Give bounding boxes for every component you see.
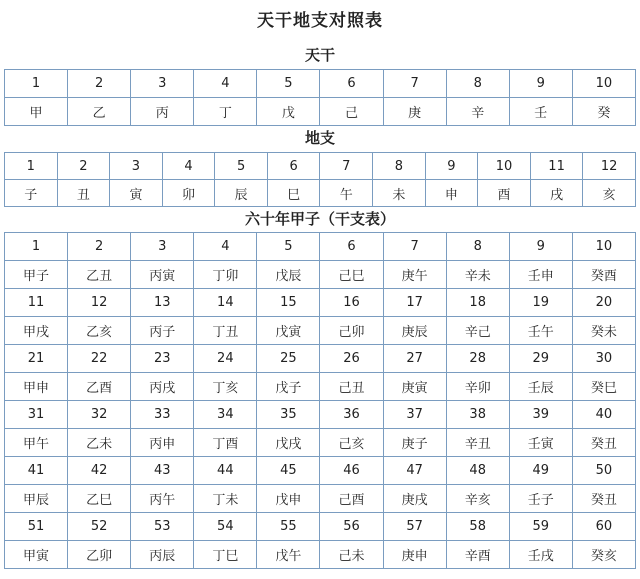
dizhi-number-row-cell: 11 (530, 153, 583, 180)
jiazi-number-row-cell: 33 (131, 401, 194, 429)
jiazi-name-row (5, 541, 636, 569)
jiazi-name-row-cell: 壬午 (509, 317, 572, 345)
dizhi-name-row-cell: 丑 (57, 180, 110, 207)
tiangan-name-row-cell: 壬 (509, 98, 572, 126)
jiazi-number-row-cell: 53 (131, 513, 194, 541)
jiazi-number-row (5, 457, 636, 485)
jiazi-number-row-cell: 15 (257, 289, 320, 317)
jiazi-name-row (5, 261, 636, 289)
jiazi-name-row-cell: 庚寅 (383, 373, 446, 401)
jiazi-name-row-cell: 壬戌 (509, 541, 572, 569)
jiazi-name-row (5, 485, 636, 513)
dizhi-heading: 地支 (304, 129, 335, 147)
dizhi-name-row-cell: 未 (373, 180, 426, 207)
dizhi-name-row-cell: 申 (425, 180, 478, 207)
jiazi-name-row-cell: 辛酉 (446, 541, 509, 569)
tiangan-name-row-cell: 辛 (446, 98, 509, 126)
jiazi-name-row-cell: 丁巳 (194, 541, 257, 569)
jiazi-number-row-cell: 43 (131, 457, 194, 485)
jiazi-name-row-cell: 辛卯 (446, 373, 509, 401)
jiazi-number-row-cell: 25 (257, 345, 320, 373)
jiazi-name-row-cell: 甲子 (5, 261, 68, 289)
tiangan-number-row-cell: 3 (131, 70, 194, 98)
tiangan-number-row-cell: 1 (5, 70, 68, 98)
jiazi-name-row-cell: 丁未 (194, 485, 257, 513)
jiazi-number-row-cell: 46 (320, 457, 383, 485)
jiazi-name-row-cell: 癸丑 (572, 429, 635, 457)
jiazi-name-row-cell: 丙辰 (131, 541, 194, 569)
jiazi-name-row-cell: 辛亥 (446, 485, 509, 513)
jiazi-number-row-cell: 31 (5, 401, 68, 429)
jiazi-name-row-cell: 戊戌 (257, 429, 320, 457)
tiangan-name-row-cell: 戊 (257, 98, 320, 126)
tiangan-number-row-cell: 4 (194, 70, 257, 98)
jiazi-number-row-cell: 3 (131, 233, 194, 261)
dizhi-name-row-cell: 酉 (478, 180, 531, 207)
jiazi-name-row-cell: 丁丑 (194, 317, 257, 345)
jiazi-name-row-cell: 癸未 (572, 317, 635, 345)
dizhi-number-row-cell: 6 (267, 153, 320, 180)
jiazi-number-row-cell: 21 (5, 345, 68, 373)
jiazi-name-row-cell: 癸丑 (572, 485, 635, 513)
jiazi-number-row-cell: 34 (194, 401, 257, 429)
jiazi-number-row-cell: 37 (383, 401, 446, 429)
jiazi-name-row-cell: 乙酉 (68, 373, 131, 401)
dizhi-name-row-cell: 午 (320, 180, 373, 207)
jiazi-name-row-cell: 丁酉 (194, 429, 257, 457)
jiazi-number-row-cell: 11 (5, 289, 68, 317)
jiazi-number-row-cell: 48 (446, 457, 509, 485)
jiazi-heading: 六十年甲子（干支表） (244, 210, 395, 228)
jiazi-number-row-cell: 55 (257, 513, 320, 541)
tiangan-heading: 天干 (304, 46, 335, 64)
jiazi-name-row-cell: 壬子 (509, 485, 572, 513)
jiazi-number-row-cell: 40 (572, 401, 635, 429)
jiazi-number-row-cell: 12 (68, 289, 131, 317)
dizhi-number-row-cell: 8 (373, 153, 426, 180)
jiazi-name-row-cell: 乙巳 (68, 485, 131, 513)
jiazi-name-row-cell: 壬申 (509, 261, 572, 289)
jiazi-name-row-cell: 己未 (320, 541, 383, 569)
jiazi-name-row-cell: 乙卯 (68, 541, 131, 569)
jiazi-number-row-cell: 30 (572, 345, 635, 373)
jiazi-number-row-cell: 24 (194, 345, 257, 373)
jiazi-number-row-cell: 16 (320, 289, 383, 317)
jiazi-number-row-cell: 50 (572, 457, 635, 485)
jiazi-number-row-cell: 58 (446, 513, 509, 541)
jiazi-number-row-cell: 28 (446, 345, 509, 373)
tiangan-number-row-cell: 2 (68, 70, 131, 98)
tiangan-number-row-cell: 8 (446, 70, 509, 98)
jiazi-number-row-cell: 59 (509, 513, 572, 541)
jiazi-name-row-cell: 癸酉 (572, 261, 635, 289)
tiangan-name-row-cell: 庚 (383, 98, 446, 126)
jiazi-number-row-cell: 56 (320, 513, 383, 541)
tiangan-number-row-cell: 9 (509, 70, 572, 98)
jiazi-number-row-cell: 6 (320, 233, 383, 261)
jiazi-number-row-cell: 52 (68, 513, 131, 541)
jiazi-name-row-cell: 庚申 (383, 541, 446, 569)
jiazi-number-row-cell: 57 (383, 513, 446, 541)
jiazi-name-row-cell: 甲午 (5, 429, 68, 457)
jiazi-number-row-cell: 41 (5, 457, 68, 485)
jiazi-number-row-cell: 47 (383, 457, 446, 485)
jiazi-number-row-cell: 38 (446, 401, 509, 429)
jiazi-number-row (5, 345, 636, 373)
jiazi-number-row (5, 401, 636, 429)
jiazi-number-row-cell: 51 (5, 513, 68, 541)
page-title: 天干地支对照表 (257, 11, 383, 31)
jiazi-name-row-cell: 壬辰 (509, 373, 572, 401)
jiazi-name-row (5, 373, 636, 401)
tiangan-number-row (5, 70, 636, 98)
jiazi-name-row-cell: 乙亥 (68, 317, 131, 345)
jiazi-number-row (5, 233, 636, 261)
tiangan-name-row-cell: 丁 (194, 98, 257, 126)
jiazi-name-row-cell: 己卯 (320, 317, 383, 345)
jiazi-name-row-cell: 丙子 (131, 317, 194, 345)
jiazi-number-row-cell: 36 (320, 401, 383, 429)
jiazi-name-row-cell: 乙未 (68, 429, 131, 457)
jiazi-number-row-cell: 44 (194, 457, 257, 485)
jiazi-name-row-cell: 壬寅 (509, 429, 572, 457)
jiazi-name-row-cell: 己丑 (320, 373, 383, 401)
tiangan-number-row-cell: 5 (257, 70, 320, 98)
jiazi-name-row-cell: 癸巳 (572, 373, 635, 401)
jiazi-name-row-cell: 甲申 (5, 373, 68, 401)
jiazi-name-row (5, 317, 636, 345)
dizhi-number-row-cell: 9 (425, 153, 478, 180)
jiazi-number-row-cell: 4 (194, 233, 257, 261)
jiazi-name-row-cell: 庚辰 (383, 317, 446, 345)
jiazi-name-row-cell: 己酉 (320, 485, 383, 513)
jiazi-number-row (5, 289, 636, 317)
jiazi-name-row-cell: 辛未 (446, 261, 509, 289)
dizhi-number-row (5, 153, 636, 180)
jiazi-number-row-cell: 1 (5, 233, 68, 261)
jiazi-name-row-cell: 辛己 (446, 317, 509, 345)
jiazi-number-row-cell: 29 (509, 345, 572, 373)
jiazi-name-row-cell: 丙戌 (131, 373, 194, 401)
jiazi-number-row-cell: 18 (446, 289, 509, 317)
jiazi-name-row-cell: 甲戌 (5, 317, 68, 345)
jiazi-name-row-cell: 丙申 (131, 429, 194, 457)
jiazi-number-row-cell: 14 (194, 289, 257, 317)
jiazi-number-row-cell: 27 (383, 345, 446, 373)
jiazi-number-row-cell: 2 (68, 233, 131, 261)
dizhi-number-row-cell: 5 (215, 153, 268, 180)
tiangan-name-row-cell: 丙 (131, 98, 194, 126)
dizhi-name-row-cell: 亥 (583, 180, 636, 207)
jiazi-number-row-cell: 20 (572, 289, 635, 317)
dizhi-name-row-cell: 子 (5, 180, 58, 207)
dizhi-table (4, 152, 636, 207)
jiazi-number-row-cell: 8 (446, 233, 509, 261)
dizhi-name-row-cell: 辰 (215, 180, 268, 207)
tiangan-name-row (5, 98, 636, 126)
jiazi-number-row-cell: 23 (131, 345, 194, 373)
jiazi-number-row-cell: 22 (68, 345, 131, 373)
jiazi-name-row-cell: 丙午 (131, 485, 194, 513)
dizhi-name-row-cell: 戌 (530, 180, 583, 207)
dizhi-number-row-cell: 10 (478, 153, 531, 180)
jiazi-name-row-cell: 丁亥 (194, 373, 257, 401)
jiazi-name-row-cell: 戊子 (257, 373, 320, 401)
jiazi-number-row-cell: 7 (383, 233, 446, 261)
jiazi-name-row-cell: 戊申 (257, 485, 320, 513)
jiazi-name-row-cell: 甲寅 (5, 541, 68, 569)
jiazi-name-row-cell: 庚子 (383, 429, 446, 457)
jiazi-number-row-cell: 13 (131, 289, 194, 317)
jiazi-table (4, 232, 636, 569)
jiazi-number-row (5, 513, 636, 541)
jiazi-name-row-cell: 己亥 (320, 429, 383, 457)
jiazi-name-row-cell: 癸亥 (572, 541, 635, 569)
jiazi-name-row-cell: 丙寅 (131, 261, 194, 289)
jiazi-number-row-cell: 10 (572, 233, 635, 261)
jiazi-number-row-cell: 49 (509, 457, 572, 485)
dizhi-name-row-cell: 寅 (110, 180, 163, 207)
jiazi-name-row-cell: 己巳 (320, 261, 383, 289)
jiazi-number-row-cell: 42 (68, 457, 131, 485)
jiazi-number-row-cell: 32 (68, 401, 131, 429)
jiazi-number-row-cell: 9 (509, 233, 572, 261)
tiangan-number-row-cell: 6 (320, 70, 383, 98)
tiangan-name-row-cell: 己 (320, 98, 383, 126)
tiangan-name-row-cell: 甲 (5, 98, 68, 126)
dizhi-number-row-cell: 12 (583, 153, 636, 180)
jiazi-name-row-cell: 戊寅 (257, 317, 320, 345)
jiazi-number-row-cell: 54 (194, 513, 257, 541)
dizhi-name-row-cell: 巳 (267, 180, 320, 207)
jiazi-number-row-cell: 5 (257, 233, 320, 261)
jiazi-number-row-cell: 17 (383, 289, 446, 317)
dizhi-name-row-cell: 卯 (162, 180, 215, 207)
tiangan-table (4, 69, 636, 126)
jiazi-name-row-cell: 辛丑 (446, 429, 509, 457)
dizhi-number-row-cell: 1 (5, 153, 58, 180)
dizhi-number-row-cell: 4 (162, 153, 215, 180)
jiazi-name-row-cell: 戊辰 (257, 261, 320, 289)
jiazi-number-row-cell: 35 (257, 401, 320, 429)
jiazi-name-row-cell: 庚午 (383, 261, 446, 289)
jiazi-number-row-cell: 60 (572, 513, 635, 541)
tiangan-number-row-cell: 10 (572, 70, 635, 98)
jiazi-name-row-cell: 戊午 (257, 541, 320, 569)
tiangan-number-row-cell: 7 (383, 70, 446, 98)
jiazi-number-row-cell: 39 (509, 401, 572, 429)
dizhi-number-row-cell: 3 (110, 153, 163, 180)
jiazi-number-row-cell: 19 (509, 289, 572, 317)
jiazi-name-row-cell: 乙丑 (68, 261, 131, 289)
jiazi-name-row-cell: 丁卯 (194, 261, 257, 289)
dizhi-name-row (5, 180, 636, 207)
jiazi-name-row-cell: 庚戌 (383, 485, 446, 513)
jiazi-number-row-cell: 26 (320, 345, 383, 373)
jiazi-name-row-cell: 甲辰 (5, 485, 68, 513)
dizhi-number-row-cell: 2 (57, 153, 110, 180)
jiazi-name-row (5, 429, 636, 457)
tiangan-name-row-cell: 癸 (572, 98, 635, 126)
tiangan-name-row-cell: 乙 (68, 98, 131, 126)
dizhi-number-row-cell: 7 (320, 153, 373, 180)
jiazi-number-row-cell: 45 (257, 457, 320, 485)
